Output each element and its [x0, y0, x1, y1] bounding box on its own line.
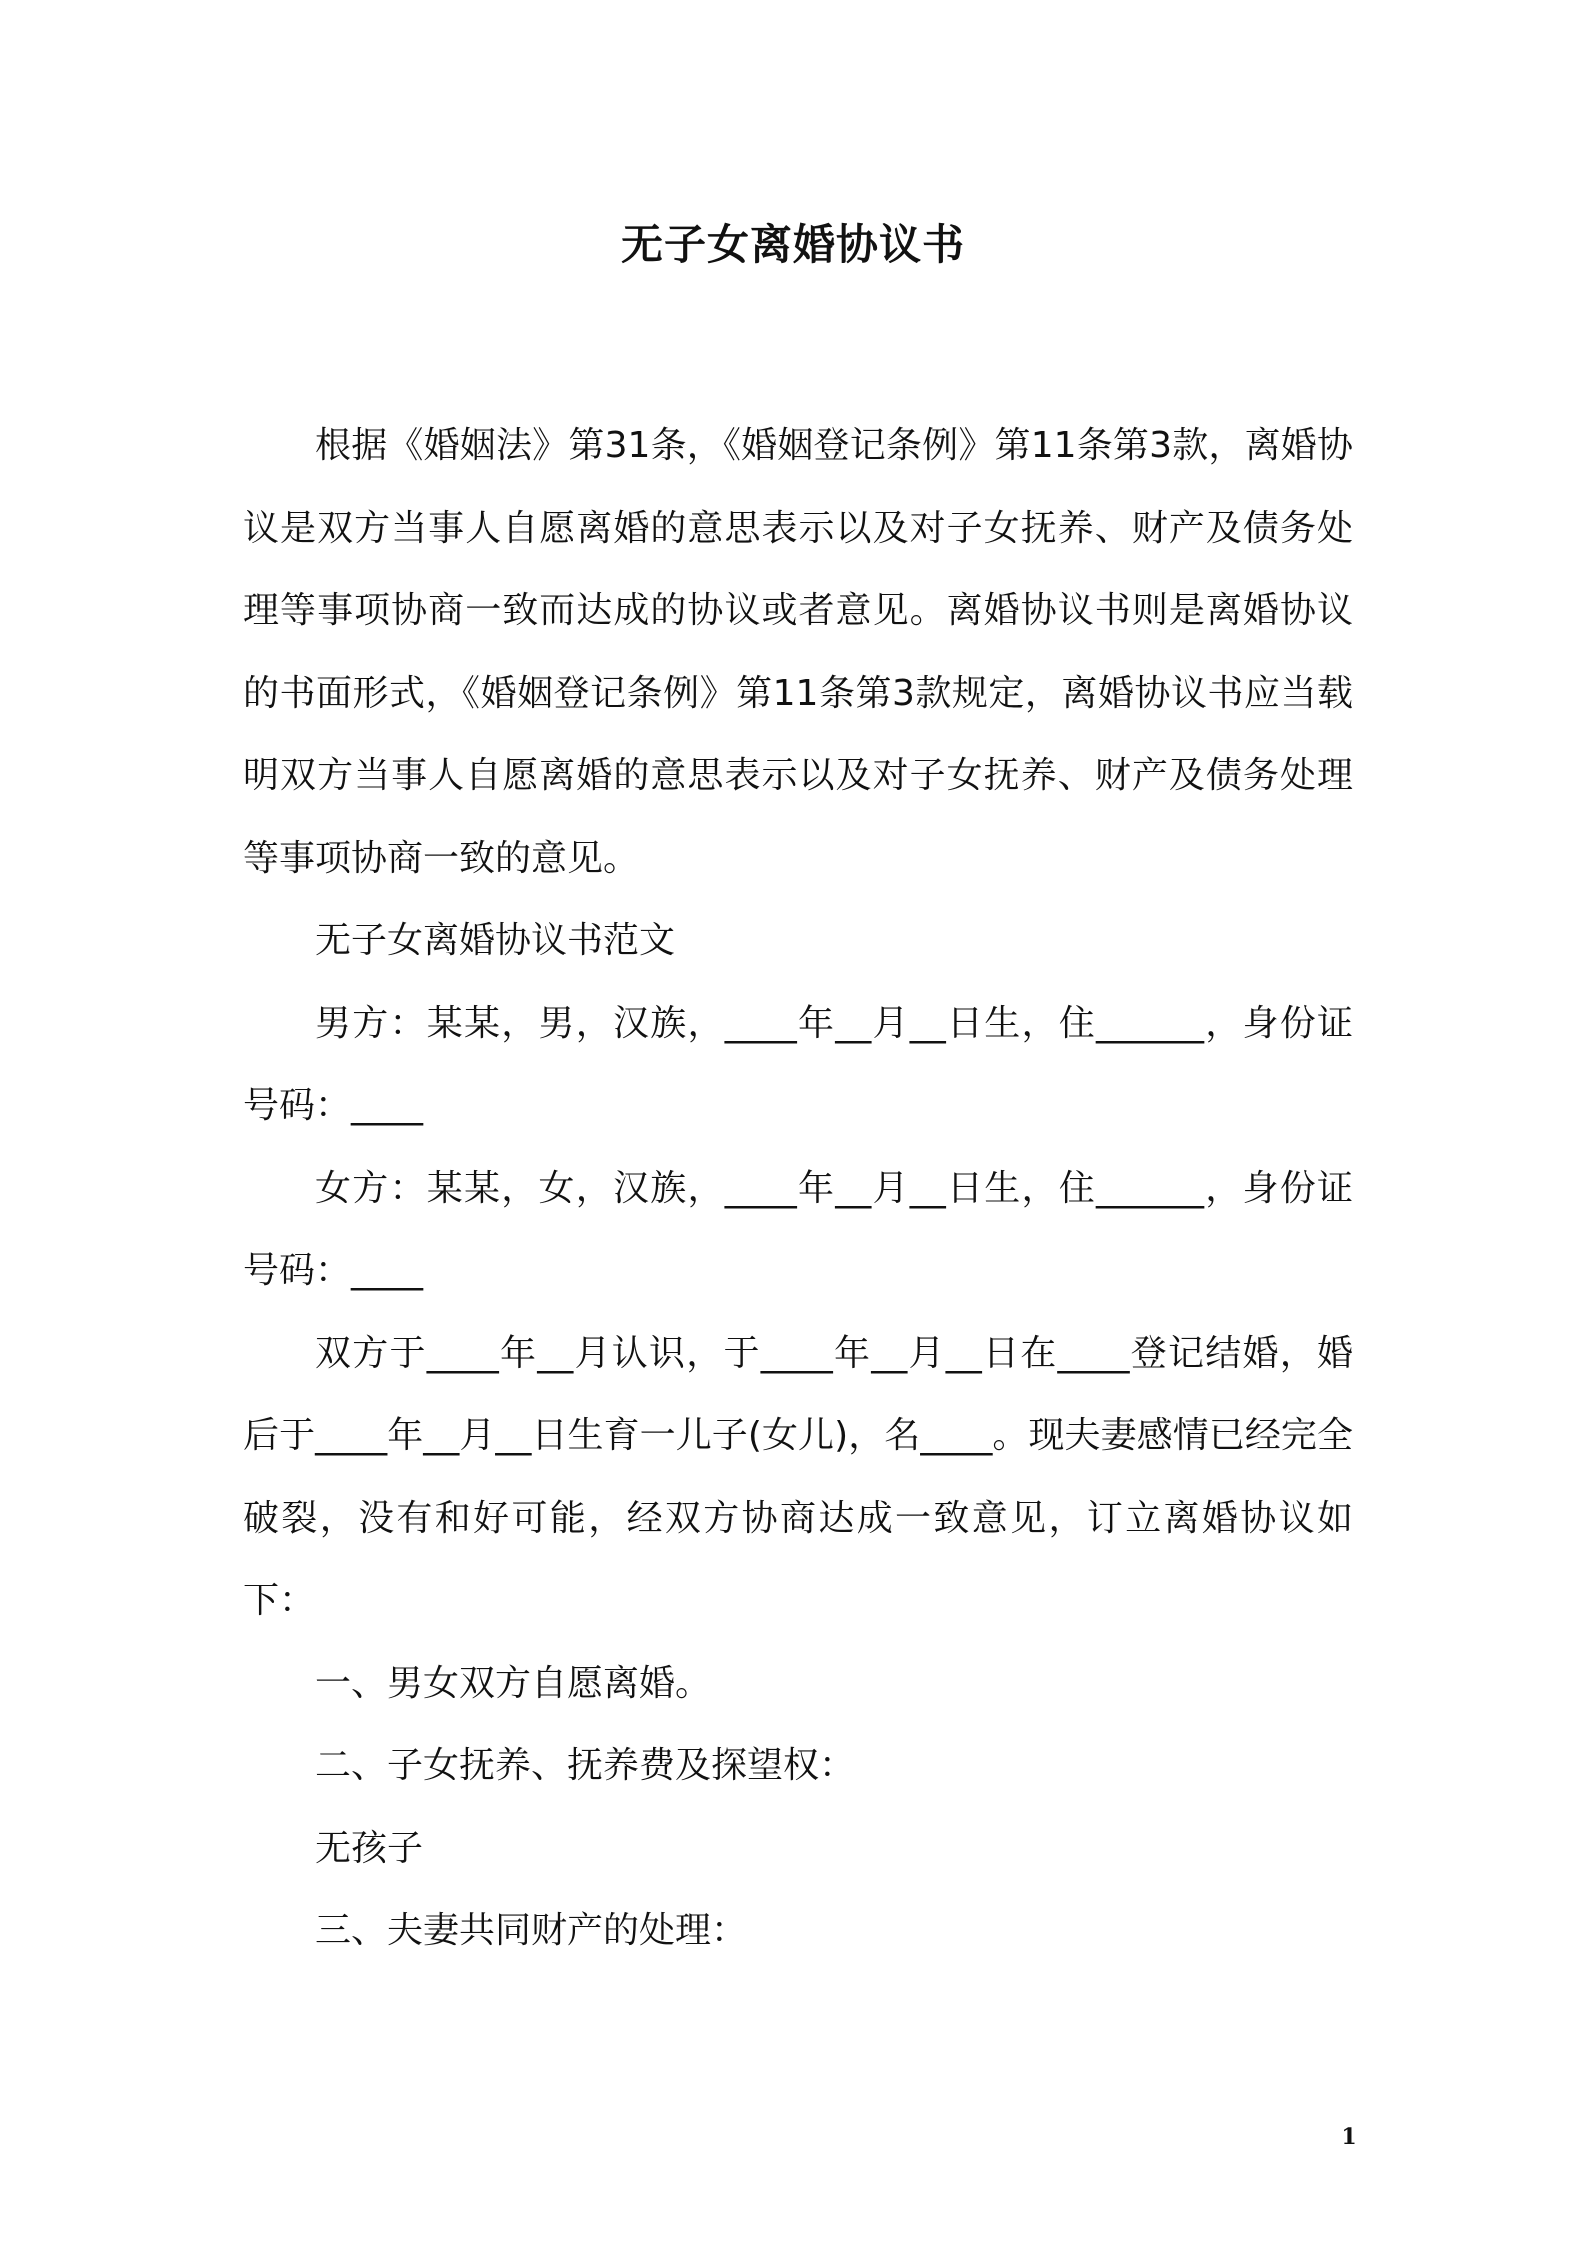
marriage-background-paragraph: 双方于____年__月认识，于____年__月__日在____登记结婚，婚后于____年__月__日生育一儿子(女儿)，名____。现夫妻感情已经完全破裂，没有和好可能，经双方协商达成一致意见，订立离婚协议如下： [243, 1332, 1353, 1621]
clause-one: 一、男女双方自愿离婚。 [315, 1662, 712, 1704]
clause-two: 二、子女抚养、抚养费及探望权： [315, 1745, 856, 1786]
page-number: 1 [1341, 2124, 1357, 2150]
male-party-info: 男方：某某，男，汉族，____年__月__日生，住______，身份证号码：____ [243, 1002, 1353, 1126]
female-party-info: 女方：某某，女，汉族，____年__月__日生，住______，身份证号码：____ [243, 1167, 1353, 1291]
document-body [243, 405, 1353, 1973]
intro-paragraph: 根据《婚姻法》第31条，《婚姻登记条例》第11条第3款，离婚协议是双方当事人自愿离婚的意思表示以及对子女抚养、财产及债务处理等事项协商一致而达成的协议或者意见。离婚协议书则是离婚协议的书面形式，《婚姻登记条例》第11条第3款规定，离婚协议书应当载明双方当事人自愿离婚的意思表示以及对子女抚养、财产及债务处理等事项协商一致的意见。 [243, 425, 1353, 879]
clause-three: 三、夫妻共同财产的处理： [315, 1910, 748, 1951]
document-title: 无子女离婚协议书 [620, 220, 965, 269]
clause-two-detail: 无孩子 [315, 1827, 424, 1869]
sample-heading: 无子女离婚协议书范文 [315, 920, 676, 961]
